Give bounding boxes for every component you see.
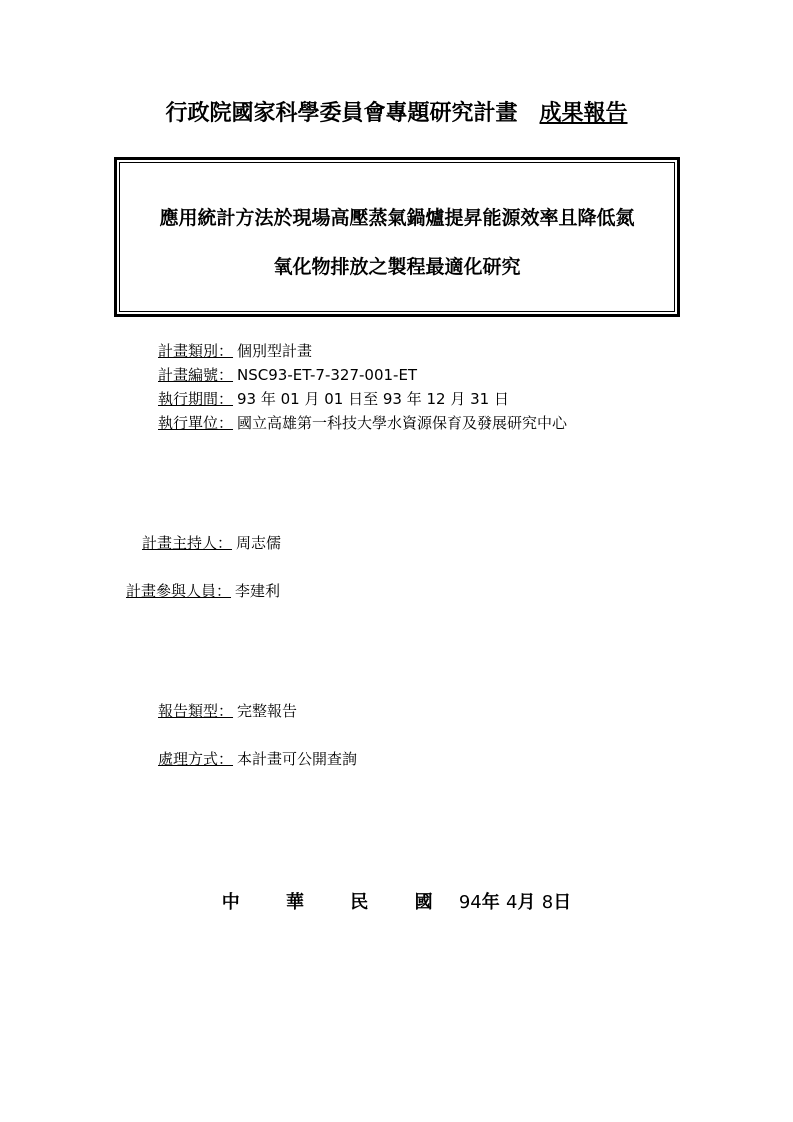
footer-era: 中 華 民 國 <box>221 892 453 913</box>
header-title: 行政院國家科學委員會專題研究計畫 <box>165 101 518 126</box>
footer-day-unit: 日 <box>553 892 572 913</box>
project-title-line1: 應用統計方法於現場高壓蒸氣鍋爐提昇能源效率且降低氮 <box>159 207 635 229</box>
report-header <box>0 96 793 127</box>
project-title-inner-border <box>119 162 675 312</box>
project-title-line2: 氧化物排放之製程最適化研究 <box>273 256 521 278</box>
footer-month-unit: 月 <box>517 892 536 913</box>
pi-label: 計畫主持人： <box>142 534 233 552</box>
handling-value: 本計畫可公開查詢 <box>237 750 358 768</box>
report-kind-value: 完整報告 <box>237 702 298 720</box>
report-kind-label: 報告類型： <box>158 702 234 720</box>
period-value: 93 年 01 月 01 日至 93 年 12 月 31 日 <box>237 390 509 408</box>
number-label: 計畫編號： <box>158 366 234 384</box>
pi-value: 周志儒 <box>236 534 282 552</box>
number-value: NSC93-ET-7-327-001-ET <box>237 366 418 384</box>
header-report-type: 成果報告 <box>539 101 628 126</box>
info-unit-row <box>158 413 567 433</box>
project-title-box <box>114 157 680 317</box>
footer-day: 8 <box>541 892 554 913</box>
period-label: 執行期間： <box>158 390 234 408</box>
info-participants-row <box>126 581 280 601</box>
footer-year-unit: 年 <box>481 892 500 913</box>
category-label: 計畫類別： <box>158 342 234 360</box>
info-report-kind-row <box>158 701 297 721</box>
footer-month: 4 <box>506 892 518 913</box>
info-period-row <box>158 389 509 409</box>
unit-label: 執行單位： <box>158 414 234 432</box>
footer-date <box>0 888 793 914</box>
participants-label: 計畫參與人員： <box>126 582 232 600</box>
handling-label: 處理方式： <box>158 750 234 768</box>
info-number-row <box>158 365 417 385</box>
footer-year: 94 <box>458 892 482 913</box>
participants-value: 李建利 <box>235 582 281 600</box>
category-value: 個別型計畫 <box>237 342 313 360</box>
unit-value: 國立高雄第一科技大學水資源保育及發展研究中心 <box>237 414 568 432</box>
info-category-row <box>158 341 312 361</box>
info-pi-row <box>142 533 281 553</box>
info-handling-row <box>158 749 357 769</box>
